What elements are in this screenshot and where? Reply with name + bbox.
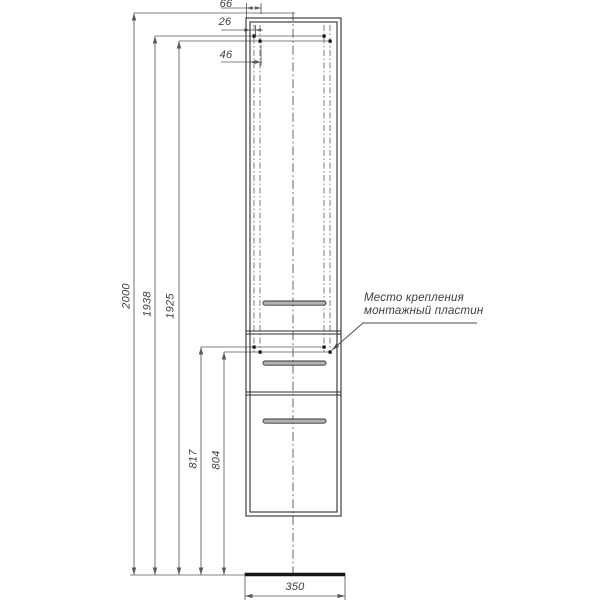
dim-label-46: 46 bbox=[219, 49, 233, 61]
dim-label-817: 817 bbox=[187, 449, 200, 469]
dim-label-26: 26 bbox=[218, 16, 232, 28]
mounting-points bbox=[253, 35, 332, 354]
mounting-dot bbox=[259, 351, 262, 354]
center-lines bbox=[254, 12, 330, 573]
leader-line bbox=[332, 323, 477, 350]
mounting-dot bbox=[323, 35, 326, 38]
annotation-line-1: Место крепления bbox=[364, 292, 464, 304]
dim-label-1938: 1938 bbox=[141, 291, 154, 317]
dim-label-350: 350 bbox=[285, 581, 305, 593]
dim-label-2000: 2000 bbox=[120, 283, 133, 309]
mounting-plate-annotation bbox=[364, 292, 483, 318]
annotation-leader bbox=[332, 323, 477, 350]
lower-door-handle bbox=[263, 419, 326, 423]
dim-label-1925: 1925 bbox=[164, 293, 177, 319]
mounting-dot bbox=[253, 346, 256, 349]
mounting-dot bbox=[329, 40, 332, 43]
mounting-dot bbox=[323, 346, 326, 349]
dim-label-66: 66 bbox=[219, 0, 233, 10]
upper-door-handle bbox=[263, 301, 326, 305]
dim-label-804: 804 bbox=[210, 450, 223, 470]
annotation-line-2: монтажный пластин bbox=[364, 305, 484, 317]
mounting-dot bbox=[253, 35, 256, 38]
handles bbox=[263, 301, 326, 423]
mounting-dot bbox=[329, 351, 332, 354]
mounting-dot bbox=[259, 40, 262, 43]
drawer-handle bbox=[263, 361, 326, 365]
